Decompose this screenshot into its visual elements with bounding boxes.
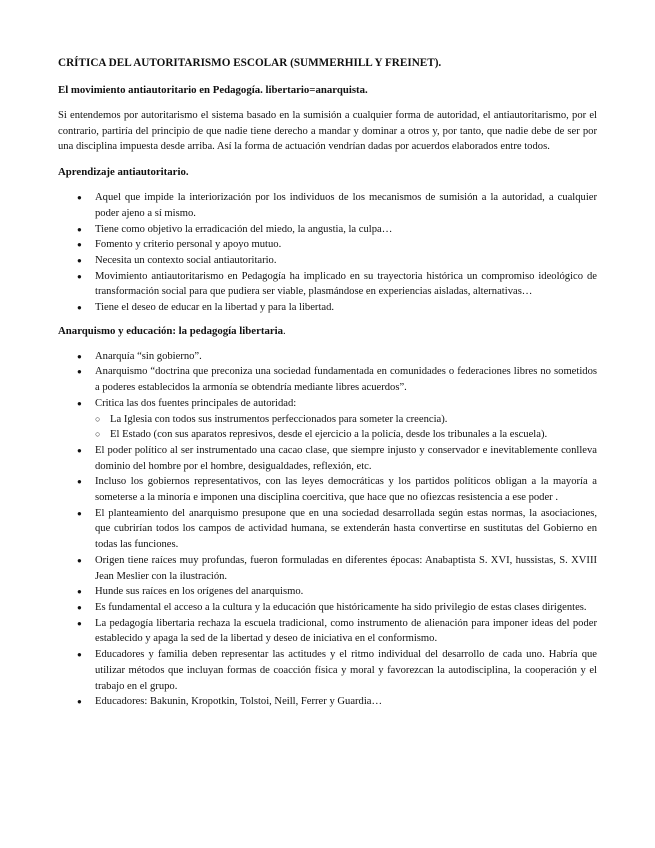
section-heading-anarquismo-text: Anarquismo y educación: la pedagogía libertaria [58, 324, 284, 337]
list-item: ● Critica las dos fuentes principales de autoridad: [58, 396, 597, 412]
list-item: ● Hunde sus raíces en los orígenes del anarquismo. [58, 584, 597, 600]
list-item: ● Fomento y criterio personal y apoyo mutuo. [58, 237, 597, 253]
list-item: ● Anarquía “sin gobierno”. [58, 349, 597, 365]
section-heading-antiautoritario: El movimiento antiautoritario en Pedagogía. libertario=anarquista. [58, 84, 368, 96]
sub-list-item: ○ La Iglesia con todos sus instrumentos perfeccionados para someter la creencia). [58, 412, 597, 428]
section-heading-anarquismo [58, 324, 597, 339]
list-item: ● Tiene el deseo de educar en la libertad y para la libertad. [58, 300, 597, 316]
list-item: ● Anarquismo “doctrina que preconiza una sociedad fundamentada en comunidades o federaciones libres no sometidos a poderes establecidos la armonía se obtendría mediante libres acuerdos”. [58, 364, 597, 395]
list-item: ● Necesita un contexto social antiautoritario. [58, 253, 597, 269]
list-item: ● Educadores: Bakunin, Kropotkin, Tolstoi, Neill, Ferrer y Guardia… [58, 694, 597, 710]
intro-paragraph: Si entendemos por autoritarismo el sistema basado en la sumisión a cualquier forma de autoridad, el antiautoritarismo, por el contrario, partiría del principio de que nadie tiene derecho a mandar y dominar a otros y, por tanto, que nadie debe de ser por una disciplina impuesta desde arriba. Así la forma de actuación vendrían dadas por acuerdos elaborados entre todos. [58, 110, 597, 153]
sub-list-item: ○ El Estado (con sus aparatos represivos, desde el ejercicio a la policía, desde los tribunales a la escuela). [58, 427, 597, 443]
list-item: ● Origen tiene raíces muy profundas, fueron formuladas en diferentes épocas: Anabaptista S. XVI, hussistas, S. XVIII Jean Meslier con la ilustración. [58, 553, 597, 584]
list-item: ● Aquel que impide la interiorización por los individuos de los mecanismos de sumisión a la autoridad, a cualquier poder ajeno a sí mismo. [58, 190, 597, 221]
list-item: ● El planteamiento del anarquismo presupone que en una sociedad desarrollada según estas normas, la asociaciones, que cubrirían todos los campos de actividad humana, se extenderán hasta convertirse en sustitutas del Gobierno en todas las funciones. [58, 506, 597, 553]
list-item: ● El poder político al ser instrumentado una cacao clase, que siempre injusto y conservador e inevitablemente conlleva dominio del hombre por el hombre, desigualdades, reflexión, etc. [58, 443, 597, 474]
anarquismo-list [58, 349, 597, 710]
list-item: ● Tiene como objetivo la erradicación del miedo, la angustia, la culpa… [58, 222, 597, 238]
section-heading-aprendizaje: Aprendizaje antiautoritario. [58, 166, 189, 179]
list-item: ● La pedagogía libertaria rechaza la escuela tradicional, como instrumento de alienación para imponer ideas del poder establecido y apaga la sed de la libertad y deseo de iniciativa en el conformismo. [58, 616, 597, 647]
aprendizaje-list [58, 190, 597, 316]
list-item: ● Educadores y familia deben representar las actitudes y el ritmo individual del desarrollo de cada uno. Habría que utilizar métodos que incluyan formas de coacción física y moral y favorezcan la autodisciplina, la cooperación y el trabajo en el grupo. [58, 647, 597, 694]
list-item: ● Movimiento antiautoritarismo en Pedagogía ha implicado en su trayectoria histórica un compromiso ideológico de transformación social para que pudiera ser viable, plasmándose en experiencias aisladas, alternativas… [58, 269, 597, 300]
section-heading-anarquismo-tail: . [283, 324, 286, 337]
list-item: ● Incluso los gobiernos representativos, con las leyes democráticas y los partidos políticos obligan a la mayoría a someterse a la minoría e imponen una disciplina coercitiva, que hace que no ofiezcas resistencia a ese poder . [58, 474, 597, 505]
list-item: ● Es fundamental el acceso a la cultura y la educación que históricamente ha sido privilegio de estas clases dirigentes. [58, 600, 597, 616]
document-title: CRÍTICA DEL AUTORITARISMO ESCOLAR (SUMMERHILL Y FREINET). [58, 57, 442, 69]
